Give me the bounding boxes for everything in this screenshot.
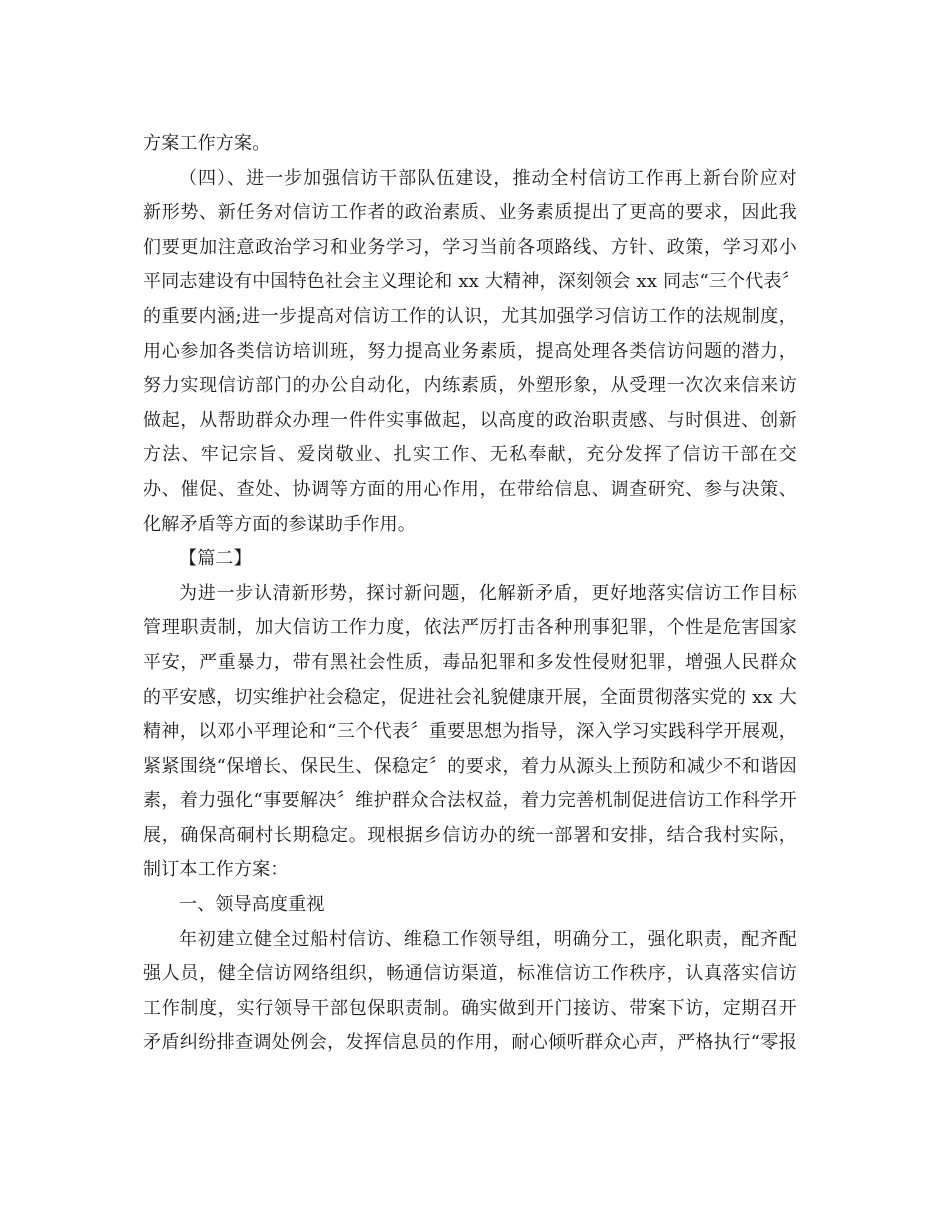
paragraph-start: 年初建立健全过船村信访、维稳工作领导组，明确分工，强化职责，配齐配 bbox=[179, 928, 797, 950]
text-line: 们要更加注意政治学习和业务学习，学习当前各项路线、方针、政策，学习邓小 bbox=[143, 236, 797, 258]
text-line: 用心参加各类信访培训班，努力提高业务素质，提高处理各类信访问题的潜力， bbox=[143, 340, 797, 362]
text-line: 做起，从帮助群众办理一件件实事做起，以高度的政治职责感、与时俱进、创新 bbox=[143, 409, 797, 431]
text-line: 制订本工作方案： bbox=[143, 859, 289, 881]
text-line: 努力实现信访部门的办公自动化，内练素质，外塑形象，从受理一次次来信来访 bbox=[143, 375, 797, 397]
text-line: 平同志建设有中国特色社会主义理论和 xx 大精神，深刻领会 xx 同志“三个代表〞 bbox=[143, 271, 800, 293]
text-line: 新形势、新任务对信访工作者的政治素质、业务素质提出了更高的要求，因此我 bbox=[143, 202, 797, 224]
document-page bbox=[143, 127, 800, 1061]
text-line: 化解矛盾等方面的参谋助手作用。 bbox=[143, 513, 416, 535]
paragraph-start: 为进一步认清新形势，探讨新问题，化解新矛盾，更好地落实信访工作目标 bbox=[179, 582, 797, 604]
text-line: 平安，严重暴力，带有黑社会性质，毒品犯罪和多发性侵财犯罪，增强人民群众 bbox=[143, 651, 797, 673]
text-line: 管理职责制，加大信访工作力度，依法严厉打击各种刑事犯罪，个性是危害国家 bbox=[143, 617, 797, 639]
text-line: 展，确保高硐村长期稳定。现根据乡信访办的统一部署和安排，结合我村实际， bbox=[143, 824, 797, 846]
text-line: 矛盾纠纷排查调处例会，发挥信息员的作用，耐心倾听群众心声，严格执行“零报 bbox=[143, 1032, 797, 1054]
text-line: 方法、牢记宗旨、爱岗敬业、扎实工作、无私奉献，充分发挥了信访干部在交 bbox=[143, 444, 797, 466]
text-line: 精神，以邓小平理论和“三个代表〞重要思想为指导，深入学习实践科学开展观， bbox=[143, 721, 797, 743]
text-line: 方案工作方案。 bbox=[143, 133, 271, 154]
text-line: 的重要内涵;进一步提高对信访工作的认识，尤其加强学习信访工作的法规制度， bbox=[143, 305, 797, 327]
text-line: 办、催促、查处、协调等方面的用心作用，在带给信息、调查研究、参与决策、 bbox=[143, 478, 797, 500]
text-line: 工作制度，实行领导干部包保职责制。确实做到开门接访、带案下访，定期召开 bbox=[143, 997, 797, 1019]
section-heading-one: 一、领导高度重视 bbox=[179, 894, 325, 916]
part-heading: 【篇二】 bbox=[179, 548, 252, 570]
section-heading-four: （四）、进一步加强信访干部队伍建设，推动全村信访工作再上新台阶应对 bbox=[179, 167, 797, 189]
text-line: 素，着力强化“事要解决〞维护群众合法权益，着力完善机制促进信访工作科学开 bbox=[143, 790, 797, 812]
text-line: 强人员，健全信访网络组织，畅通信访渠道，标准信访工作秩序，认真落实信访 bbox=[143, 963, 797, 985]
text-line: 的平安感，切实维护社会稳定，促进社会礼貌健康开展，全面贯彻落实党的 xx 大 bbox=[143, 686, 797, 708]
text-line: 紧紧围绕“保增长、保民生、保稳定〞的要求，着力从源头上预防和减少不和谐因 bbox=[143, 755, 797, 777]
